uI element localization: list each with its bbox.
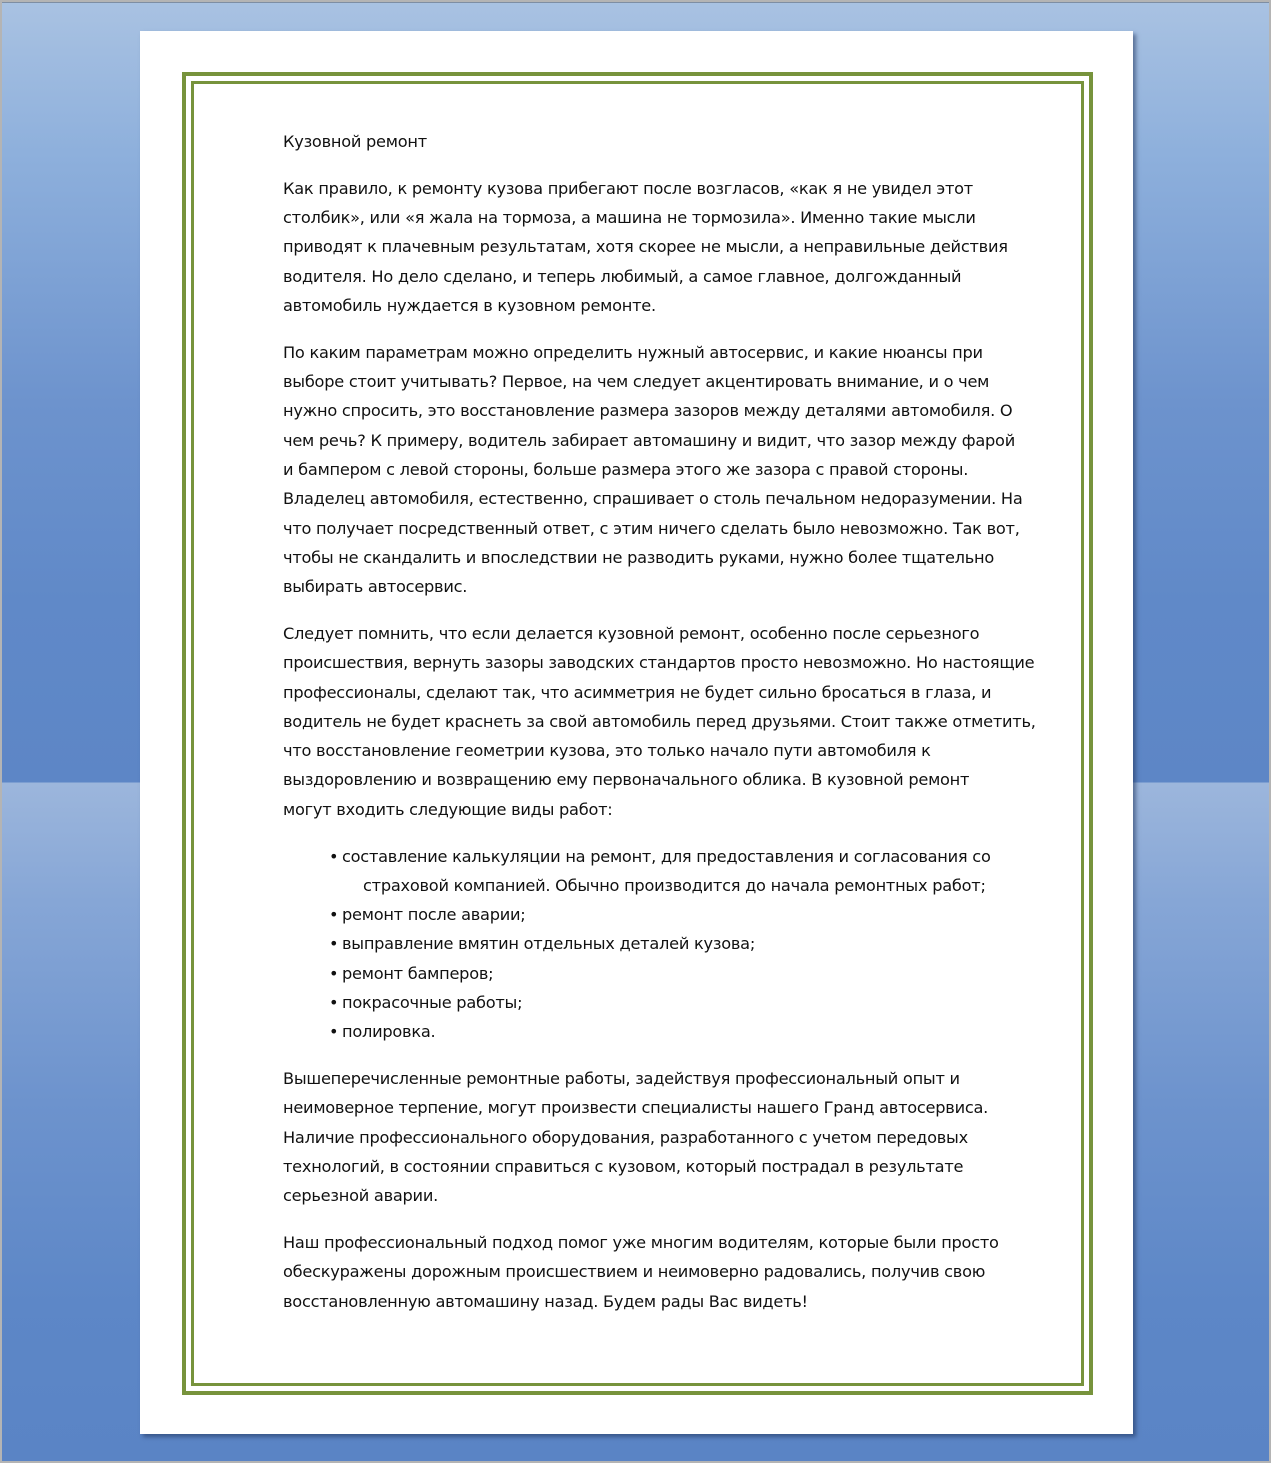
text-line: серьезной аварии. (283, 1186, 438, 1206)
text-line: Вышеперечисленные ремонтные работы, задействуя профессиональный опыт и (283, 1069, 960, 1089)
text-line: чем речь? К примеру, водитель забирает автомашину и видит, что зазор между фарой (283, 430, 1015, 450)
text-line: Следует помнить, что если делается кузовной ремонт, особенно после серьезного (283, 623, 980, 643)
text-line: что получает посредственный ответ, с этим ничего сделать было невозможно. Так вот, (283, 518, 1020, 538)
paragraph-choosing-service (283, 338, 1073, 602)
text-line: автомобиль нуждается в кузовном ремонте. (283, 295, 656, 315)
text-line: столбик», или «я жала на тормоза, а машина не тормозила». Именно такие мысли (283, 208, 976, 228)
paragraph-standards (283, 619, 1073, 824)
text-line: Наш профессиональный подход помог уже многим водителям, которые были просто (283, 1233, 999, 1253)
text-line: По каким параметрам можно определить нужный автосервис, и какие нюансы при (283, 342, 983, 362)
text-line: что восстановление геометрии кузова, это только начало пути автомобиля к (283, 741, 931, 761)
text-line: могут входить следующие виды работ: (283, 799, 613, 819)
bullet-icon: • (329, 1022, 339, 1042)
paragraph-intro (283, 174, 1073, 320)
text-line: приводят к плачевным результатам, хотя скорее не мысли, а неправильные действия (283, 237, 1008, 257)
text-line: выздоровлению и возвращению ему первоначального облика. В кузовной ремонт (283, 770, 970, 790)
text-line: профессионалы, сделают так, что асимметрия не будет сильно бросаться в глаза, и (283, 682, 992, 702)
text-line: технологий, в состоянии справиться с кузовом, который пострадал в результате (283, 1157, 964, 1176)
list-item: • ремонт бамперов; (283, 959, 1073, 988)
text-line: Владелец автомобиля, естественно, спрашивает о столь печальном недоразумении. На (283, 489, 1023, 509)
text-line: неимоверное терпение, могут произвести специалисты нашего Гранд автосервиса. (283, 1098, 989, 1118)
bullet-icon: • (329, 934, 339, 954)
bullet-icon: • (329, 846, 339, 866)
list-item: • составление калькуляции на ремонт, для предоставления и согласования со страховой компанией. Обычно производится до начала ремонтных работ; (283, 842, 1073, 901)
text-line: и бампером с левой стороны, больше размера этого же зазора с правой стороны. (283, 459, 969, 479)
text-line: выбирать автосервис. (283, 577, 468, 597)
list-item: • покрасочные работы; (283, 988, 1073, 1017)
text-line: восстановленную автомашину назад. Будем рады Вас видеть! (283, 1291, 808, 1311)
bullet-icon: • (329, 963, 339, 983)
list-item: • ремонт после аварии; (283, 900, 1073, 929)
list-item: • выправление вмятин отдельных деталей кузова; (283, 929, 1073, 958)
text-line: Как правило, к ремонту кузова прибегают после возгласов, «как я не увидел этот (283, 178, 973, 198)
text-line: обескуражены дорожным происшествием и неимоверно радовались, получив свою (283, 1262, 986, 1282)
document-title: Кузовной ремонт (283, 132, 427, 151)
text-line: чтобы не скандалить и впоследствии не разводить руками, нужно более тщательно (283, 547, 995, 567)
paragraph-specialists (283, 1064, 1073, 1210)
paragraph-closing (283, 1228, 1073, 1316)
text-line: водителя. Но дело сделано, и теперь любимый, а самое главное, долгожданный (283, 266, 962, 286)
bullet-icon: • (329, 993, 339, 1013)
text-line: Наличие профессионального оборудования, разработанного с учетом передовых (283, 1127, 968, 1147)
text-line: водитель не будет краснеть за свой автомобиль перед друзьями. Стоит также отметить, (283, 711, 1036, 731)
document-body[interactable] (283, 127, 1073, 1333)
bullet-icon: • (329, 905, 339, 925)
document-page[interactable] (140, 31, 1133, 1434)
text-line: нужно спросить, это восстановление размера зазоров между деталями автомобиля. О (283, 401, 1013, 421)
list-item: • полировка. (283, 1017, 1073, 1046)
text-line: происшествия, вернуть зазоры заводских стандартов просто невозможно. Но настоящие (283, 653, 1035, 673)
work-types-list (283, 842, 1073, 1047)
text-line: выборе стоит учитывать? Первое, на чем следует акцентировать внимание, и о чем (283, 372, 990, 392)
